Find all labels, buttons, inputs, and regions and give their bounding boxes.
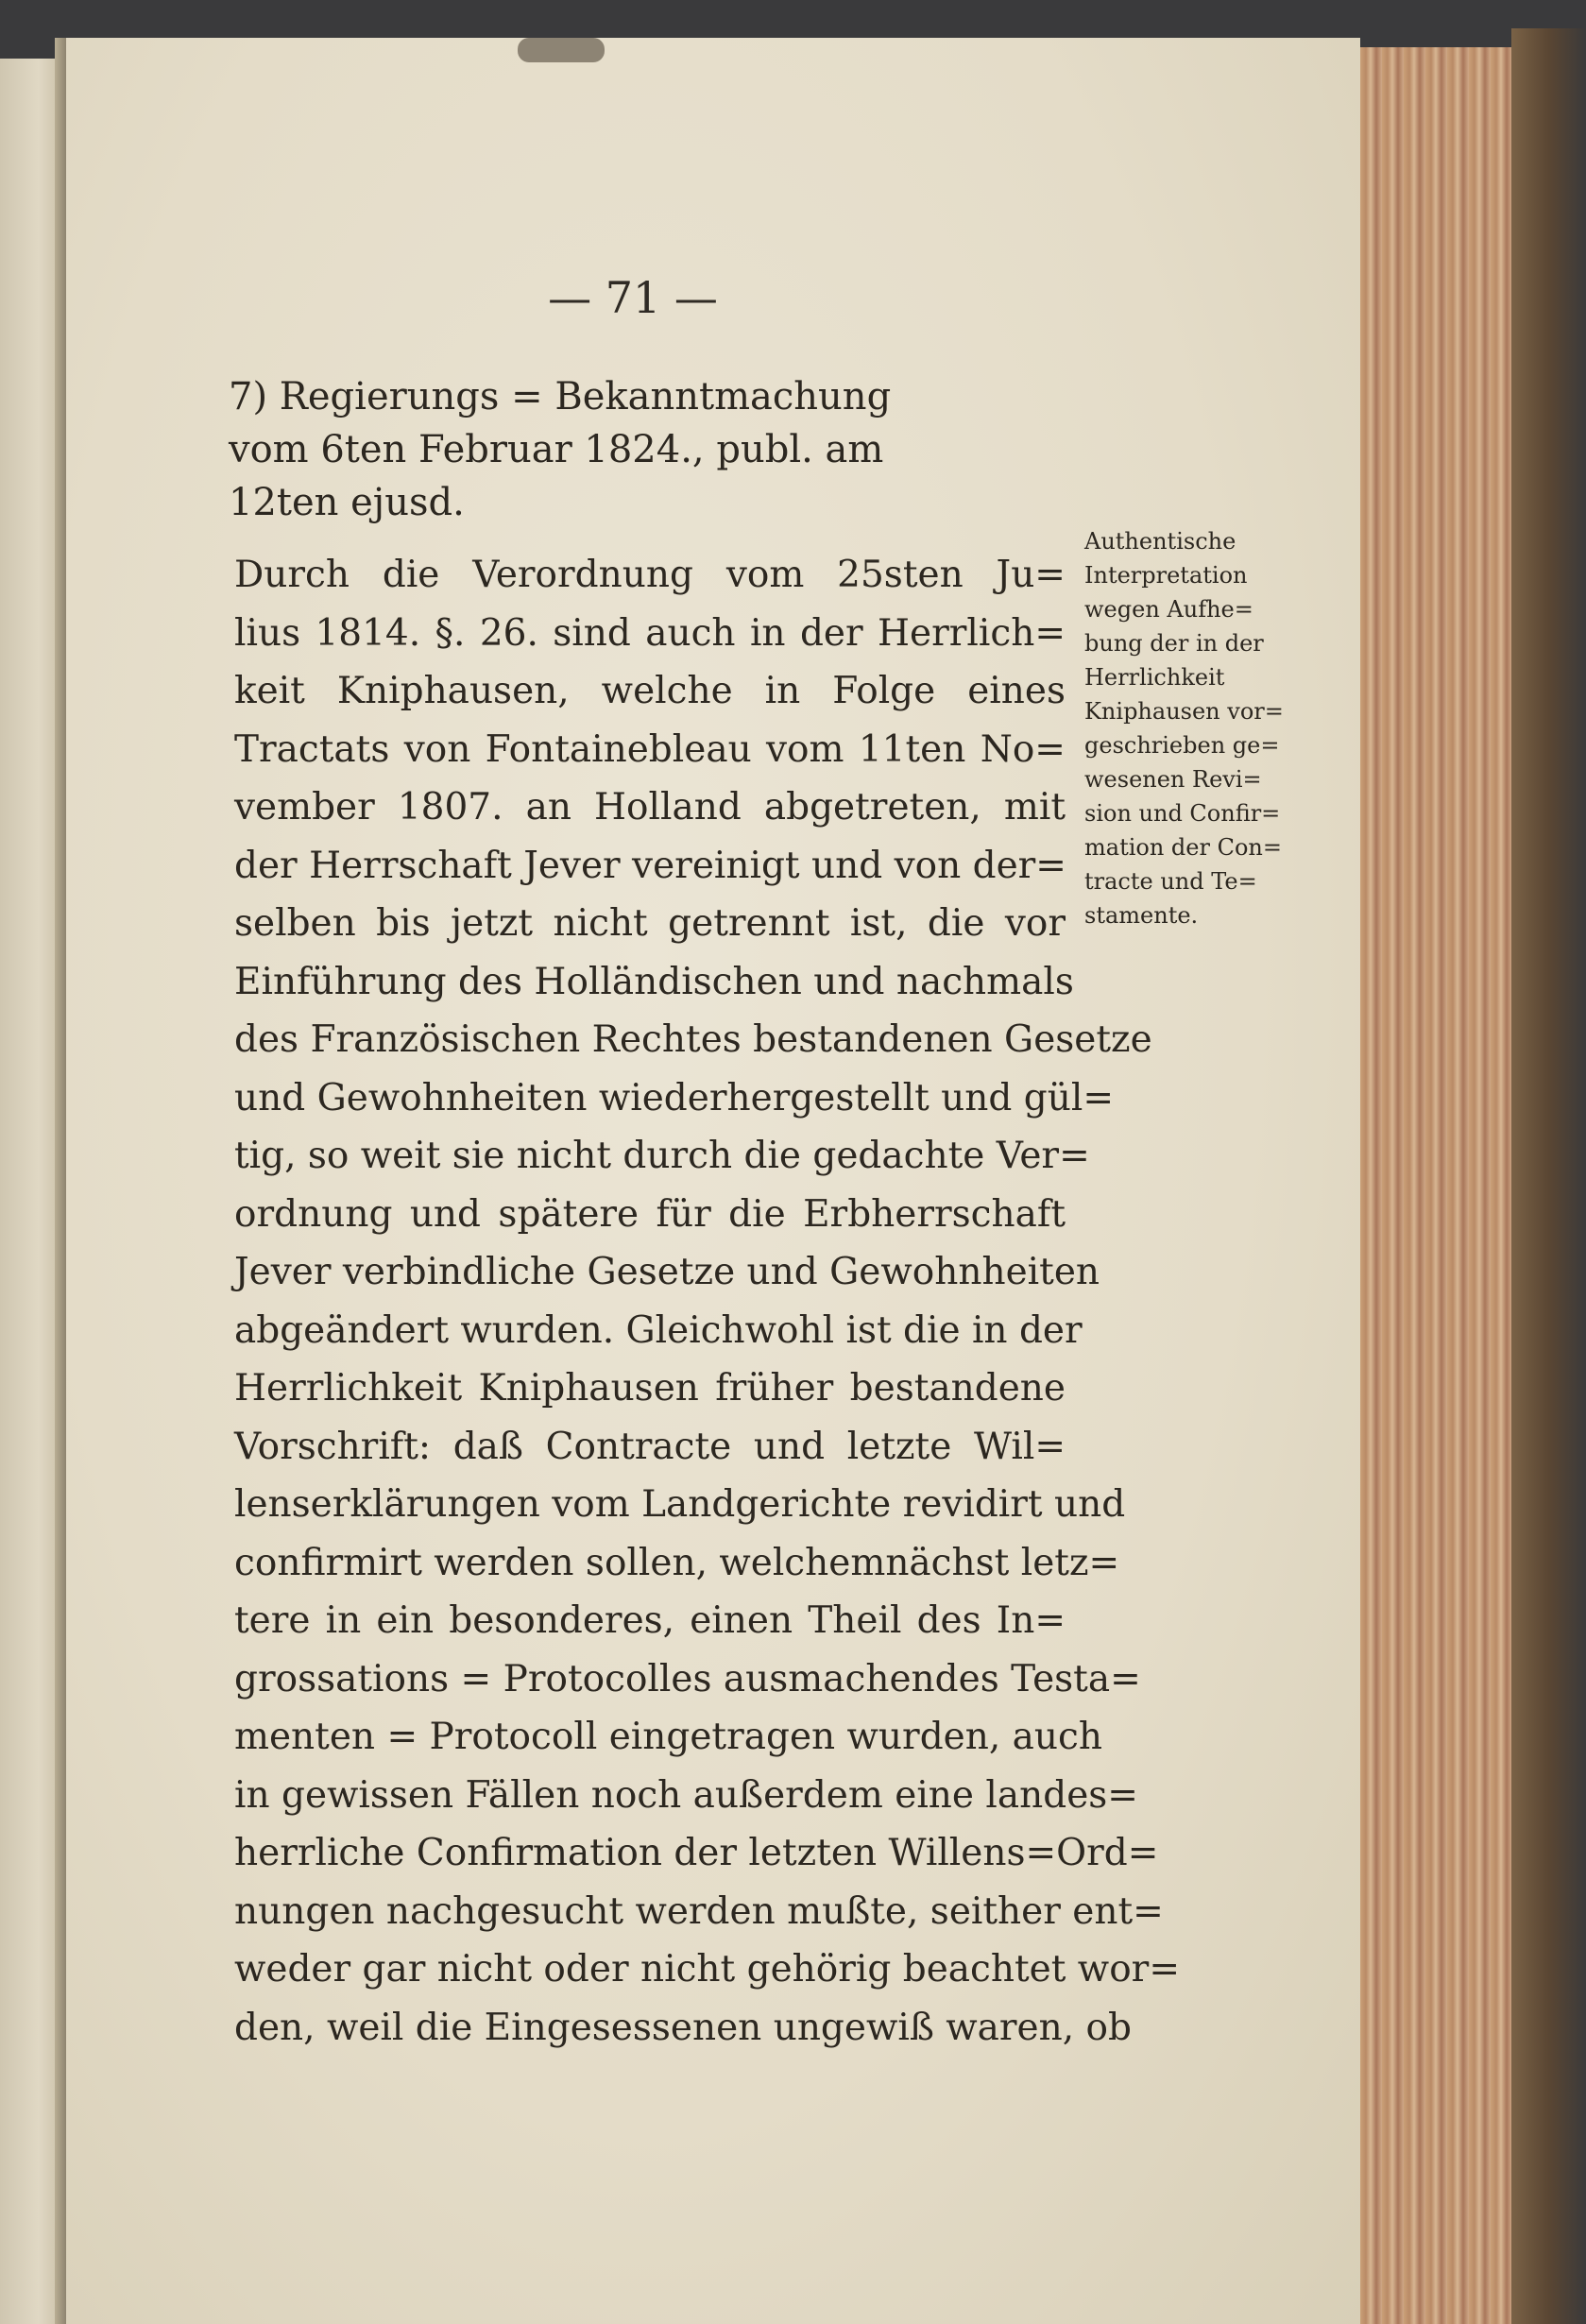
margin-note-line: wegen Aufhe= (1084, 596, 1253, 623)
heading-line: vom 6ten Februar 1824., publ. am (229, 428, 884, 471)
text-line: Durch die Verordnung vom 25sten Ju= (234, 554, 1066, 596)
margin-note-line: geschrieben ge= (1084, 732, 1280, 759)
margin-note-line: sion und Confir= (1084, 800, 1281, 827)
margin-note-line: bung der in der (1084, 630, 1264, 657)
text-line: Herrlichkeit Kniphausen früher bestandene (234, 1367, 1066, 1410)
text-line: herrliche Confirmation der letzten Willens=Ord= (234, 1832, 1159, 1874)
text-line: ordnung und spätere für die Erbherrschaft (234, 1192, 1066, 1236)
margin-note-line: wesenen Revi= (1084, 766, 1262, 793)
text-line: tig, so weit sie nicht durch die gedachte Ver= (234, 1135, 1090, 1177)
margin-note-line: Authentische (1084, 528, 1236, 555)
margin-note-line: stamente. (1084, 902, 1199, 929)
text-line: weder gar nicht oder nicht gehörig beachtet wor= (234, 1948, 1180, 1991)
margin-note-line: mation der Con= (1084, 834, 1282, 861)
ribbon-bookmark (518, 38, 605, 62)
text-line: menten = Protocoll eingetragen wurden, auch (234, 1716, 1102, 1758)
section-heading (229, 370, 1060, 529)
margin-note-line: Interpretation (1084, 562, 1248, 589)
text-line: selben bis jetzt nicht getrennt ist, die vor (234, 902, 1066, 945)
text-line: Jever verbindliche Gesetze und Gewohnheiten (234, 1251, 1100, 1293)
margin-note-line: tracte und Te= (1084, 868, 1257, 895)
text-line: lius 1814. §. 26. sind auch in der Herrlich= (234, 611, 1066, 655)
text-line: und Gewohnheiten wiederhergestellt und gül= (234, 1076, 1114, 1119)
text-line: grossations = Protocolles ausmachendes Testa= (234, 1657, 1141, 1700)
heading-line: 12ten ejusd. (229, 481, 465, 524)
text-line: nungen nachgesucht werden mußte, seither ent= (234, 1889, 1164, 1933)
text-line: in gewissen Fällen noch außerdem eine landes= (234, 1773, 1138, 1817)
text-line: keit Kniphausen, welche in Folge eines (234, 670, 1066, 712)
text-line: abgeändert wurden. Gleichwohl ist die in der (234, 1308, 1083, 1352)
text-line: den, weil die Eingesessenen ungewiß waren, ob (234, 2006, 1132, 2049)
text-line: confirmirt werden sollen, welchemnächst letz= (234, 1541, 1120, 1584)
heading-line: 7) Regierungs = Bekanntmachung (229, 375, 892, 419)
text-line: vember 1807. an Holland abgetreten, mit (234, 786, 1066, 829)
book-cover-edge (1511, 28, 1586, 2324)
text-line: des Französischen Rechtes bestandenen Gesetze (234, 1018, 1152, 1061)
text-line: tere in ein besonderes, einen Theil des In= (234, 1599, 1066, 1642)
margin-note (1084, 524, 1290, 932)
text-line: Vorschrift: daß Contracte und letzte Wil= (234, 1425, 1066, 1468)
page-number: — 71 — (548, 272, 718, 323)
text-line: Einführung des Holländischen und nachmals (234, 960, 1074, 1003)
text-line: der Herrschaft Jever vereinigt und von der= (234, 844, 1066, 887)
text-line: Tractats von Fontainebleau vom 11ten No= (234, 727, 1066, 771)
margin-note-line: Kniphausen vor= (1084, 698, 1284, 725)
text-line: lenserklärungen vom Landgerichte revidirt und (234, 1483, 1126, 1526)
margin-note-line: Herrlichkeit (1084, 664, 1225, 691)
